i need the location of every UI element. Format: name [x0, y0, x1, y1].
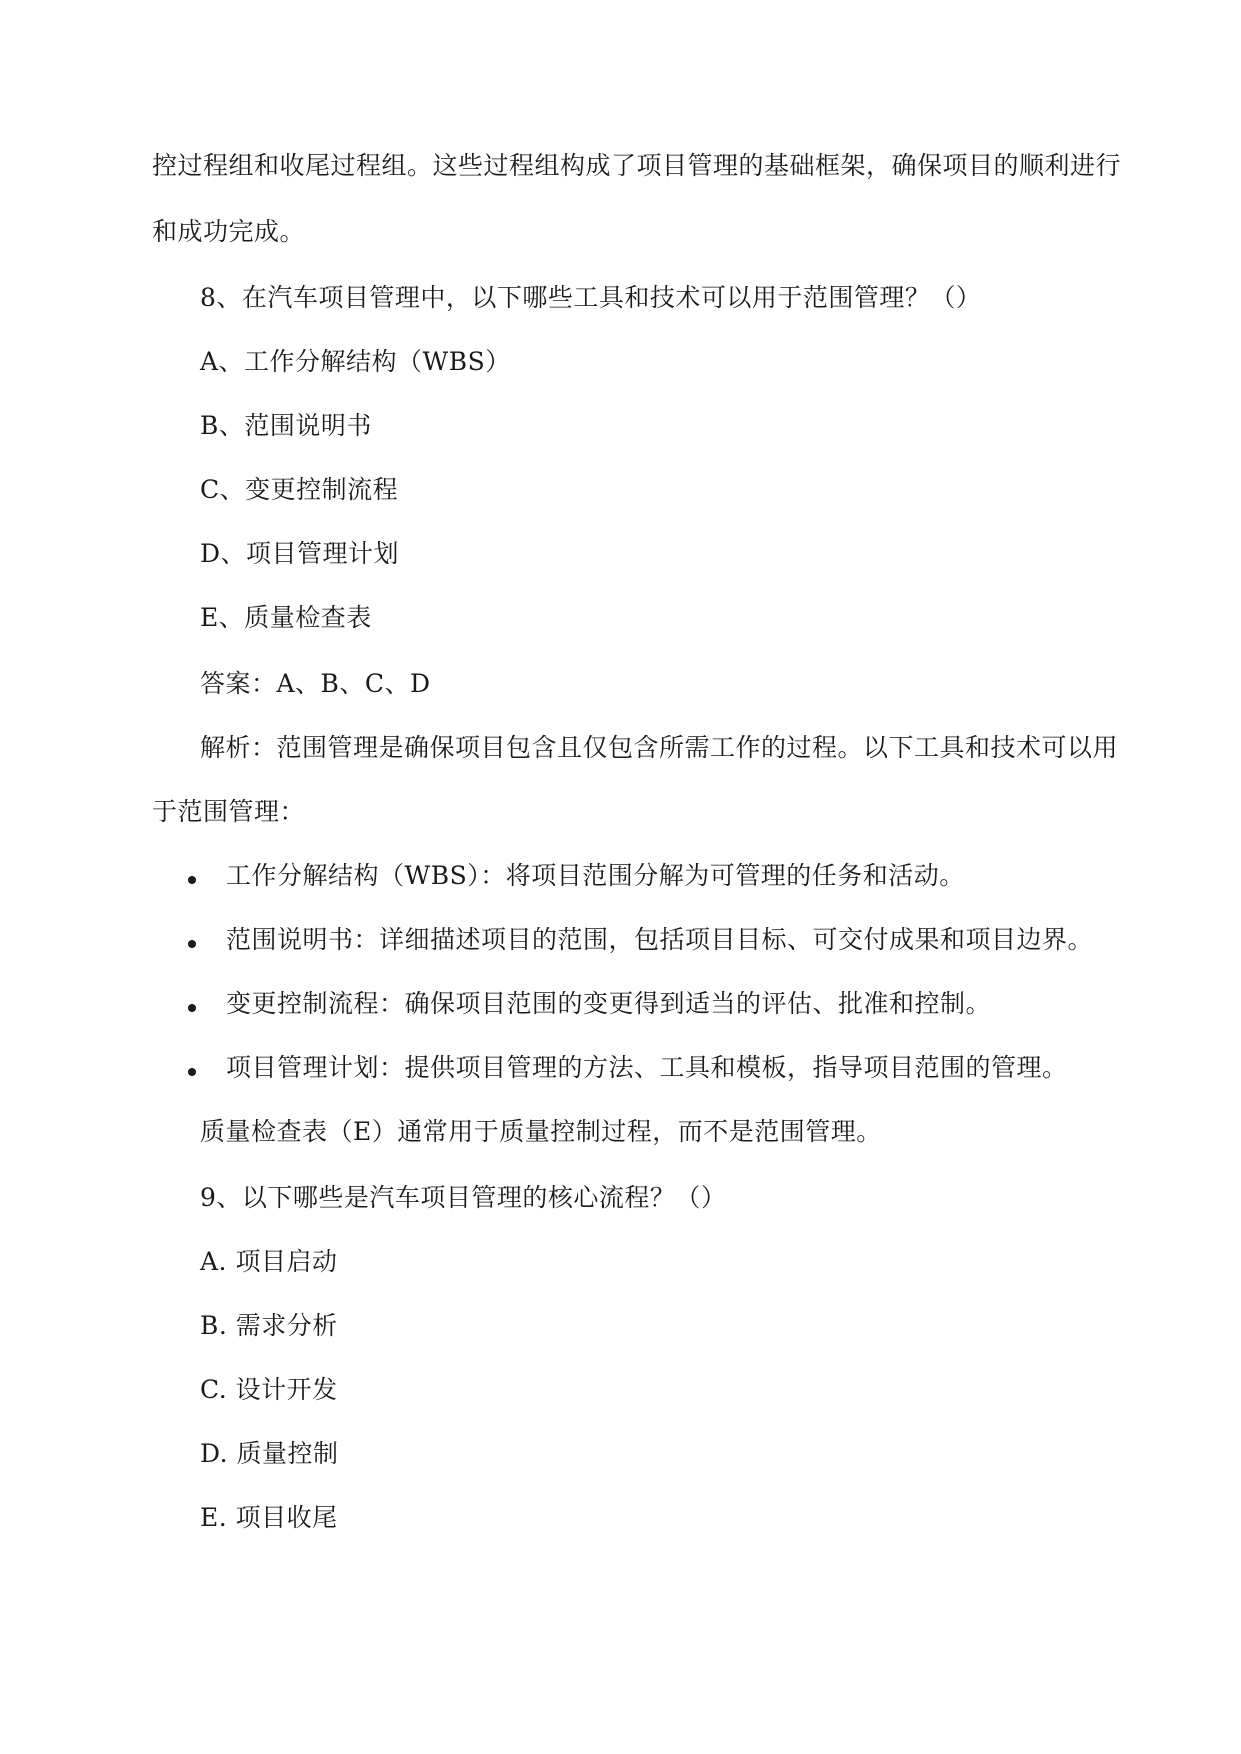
- q9-option-c: C. 设计开发: [200, 1375, 338, 1404]
- bullet-dot: [188, 876, 196, 884]
- question-9: 9、以下哪些是汽车项目管理的核心流程？（）: [200, 1183, 727, 1212]
- intro-line-1: 控过程组和收尾过程组。这些过程组构成了项目管理的基础框架，确保项目的顺利进行: [152, 151, 1122, 180]
- q8-option-a: A、工作分解结构（WBS）: [200, 347, 511, 376]
- q8-analysis-line-1: 解析：范围管理是确保项目包含且仅包含所需工作的过程。以下工具和技术可以用: [200, 733, 1119, 762]
- bullet-dot: [188, 940, 196, 948]
- q8-option-b: B、范围说明书: [200, 411, 372, 440]
- bullet-dot: [188, 1068, 196, 1076]
- list-item: 工作分解结构（WBS）：将项目范围分解为可管理的任务和活动。: [226, 861, 965, 890]
- q9-option-b: B. 需求分析: [200, 1311, 338, 1340]
- q8-answer: 答案：A、B、C、D: [200, 669, 431, 698]
- q8-option-c: C、变更控制流程: [200, 475, 399, 504]
- q8-option-e: E、质量检查表: [200, 603, 372, 632]
- q9-option-a: A. 项目启动: [200, 1247, 338, 1276]
- q8-analysis-line-2: 于范围管理：: [152, 797, 306, 826]
- q9-option-e: E. 项目收尾: [200, 1503, 338, 1532]
- q8-note: 质量检查表（E）通常用于质量控制过程，而不是范围管理。: [200, 1117, 882, 1146]
- list-item: 范围说明书：详细描述项目的范围，包括项目目标、可交付成果和项目边界。: [226, 925, 1094, 954]
- q8-option-d: D、项目管理计划: [200, 539, 400, 568]
- intro-line-2: 和成功完成。: [152, 217, 306, 246]
- list-item: 变更控制流程：确保项目范围的变更得到适当的评估、批准和控制。: [226, 989, 992, 1018]
- list-item: 项目管理计划：提供项目管理的方法、工具和模板，指导项目范围的管理。: [226, 1053, 1068, 1082]
- q9-option-d: D. 质量控制: [200, 1439, 339, 1468]
- question-8: 8、在汽车项目管理中，以下哪些工具和技术可以用于范围管理？（）: [200, 283, 982, 312]
- bullet-dot: [188, 1004, 196, 1012]
